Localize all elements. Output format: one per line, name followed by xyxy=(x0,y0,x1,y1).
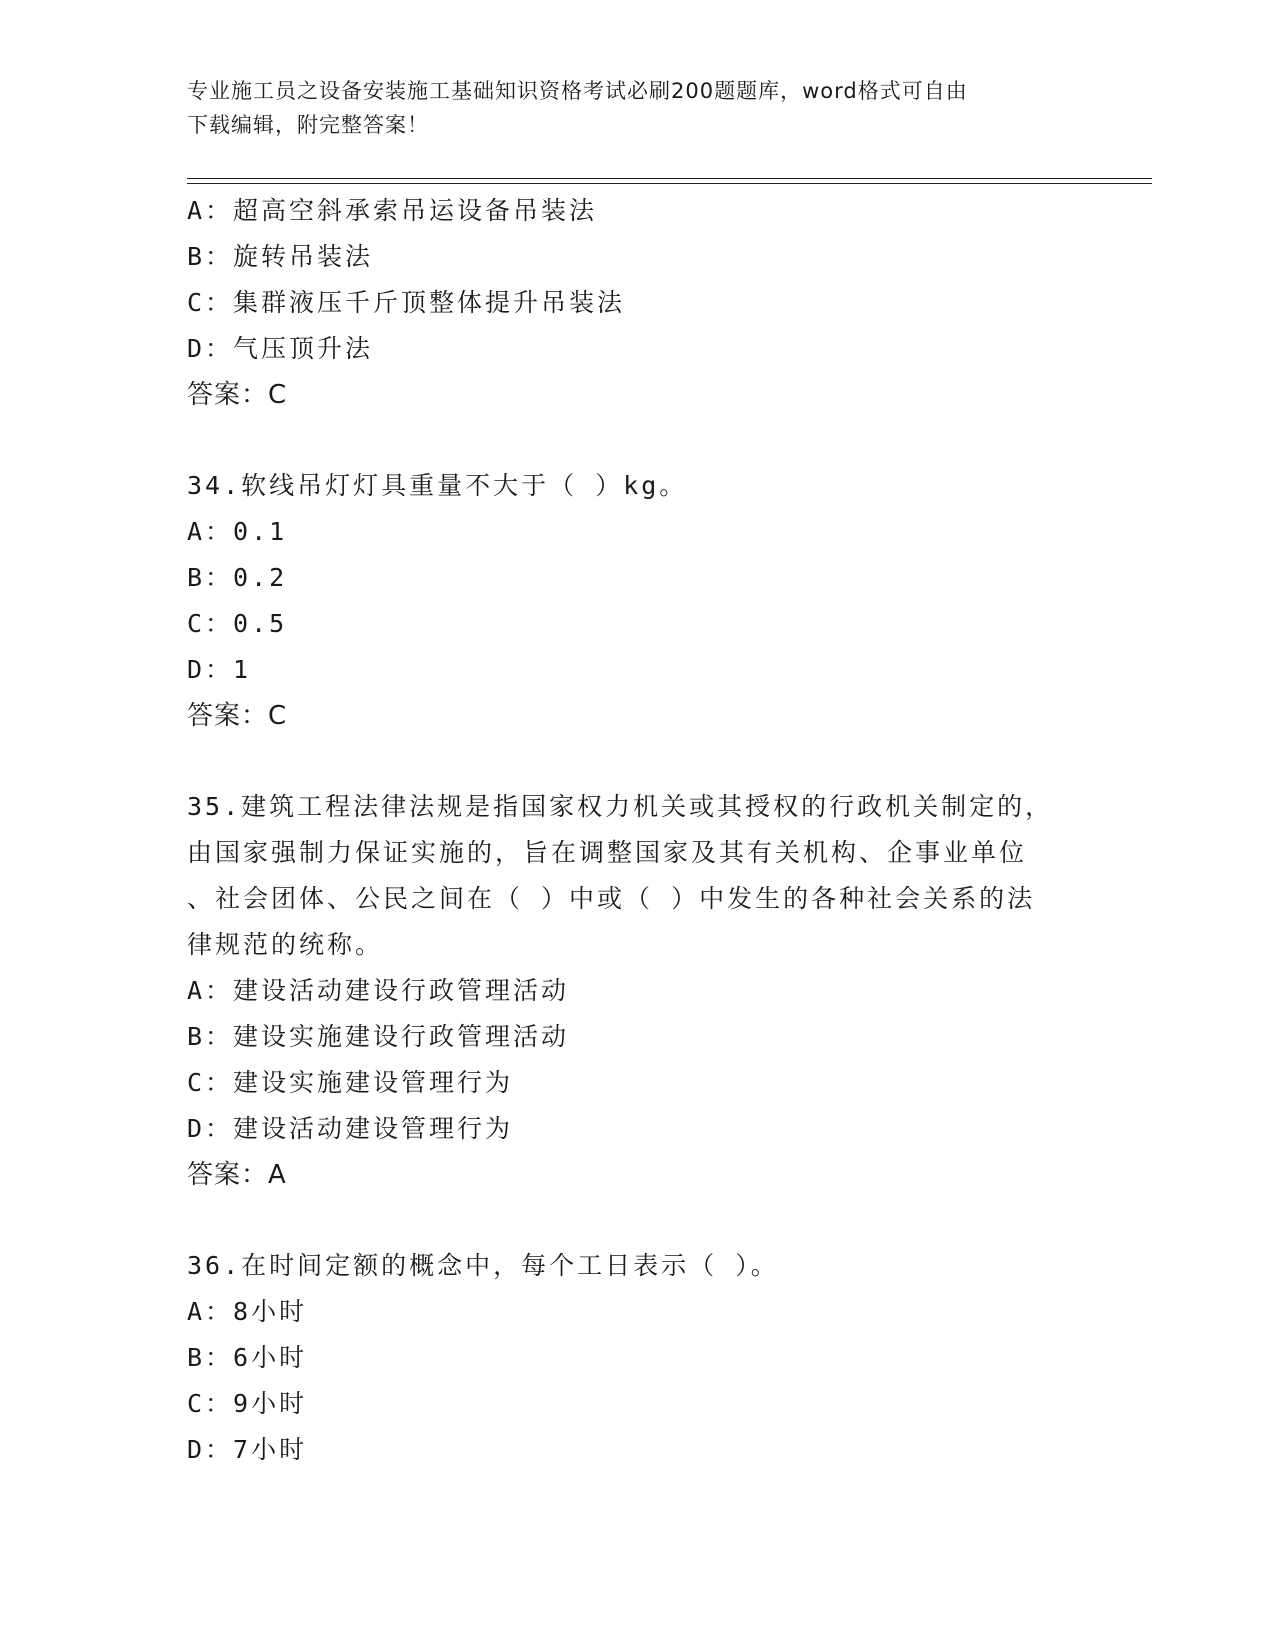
option-c: C：建设实施建设管理行为 xyxy=(187,1068,514,1097)
question-stem-line-3: 、社会团体、公民之间在（ ）中或（ ）中发生的各种社会关系的法 xyxy=(187,884,1036,913)
option-c: C：0.5 xyxy=(187,609,288,638)
header-divider-bottom xyxy=(187,183,1152,184)
option-c: C：9小时 xyxy=(187,1389,308,1418)
option-a: A：建设活动建设行政管理活动 xyxy=(187,976,570,1005)
question-stem: 34.软线吊灯灯具重量不大于（ ）kg。 xyxy=(187,471,688,500)
option-a: A：超高空斜承索吊运设备吊装法 xyxy=(187,196,598,225)
header-line-1: 专业施工员之设备安装施工基础知识资格考试必刷200题题库，word格式可自由 xyxy=(187,79,968,103)
answer: 答案：C xyxy=(187,701,288,731)
option-d: D：气压顶升法 xyxy=(187,334,374,363)
question-stem-line-1: 35.建筑工程法律法规是指国家权力机关或其授权的行政机关制定的， xyxy=(187,792,1054,821)
question-stem-line-4: 律规范的统称。 xyxy=(187,930,384,959)
question-stem-line-2: 由国家强制力保证实施的，旨在调整国家及其有关机构、企事业单位 xyxy=(187,838,1028,867)
question-33 xyxy=(187,188,1087,418)
option-a: A：8小时 xyxy=(187,1297,308,1326)
option-b: B：6小时 xyxy=(187,1343,308,1372)
option-d: D：7小时 xyxy=(187,1435,308,1464)
question-stem: 36.在时间定额的概念中，每个工日表示（ ）。 xyxy=(187,1251,779,1280)
question-list xyxy=(187,188,1087,1473)
option-b: B：建设实施建设行政管理活动 xyxy=(187,1022,570,1051)
option-b: B：旋转吊装法 xyxy=(187,242,374,271)
option-a: A：0.1 xyxy=(187,517,288,546)
option-d: D：1 xyxy=(187,655,252,684)
option-d: D：建设活动建设管理行为 xyxy=(187,1114,514,1143)
document-header xyxy=(187,74,1067,142)
header-line-2: 下载编辑，附完整答案！ xyxy=(187,113,429,137)
question-35 xyxy=(187,784,1087,1198)
option-c: C：集群液压千斤顶整体提升吊装法 xyxy=(187,288,626,317)
header-divider-top xyxy=(187,178,1152,179)
option-b: B：0.2 xyxy=(187,563,288,592)
question-34 xyxy=(187,463,1087,739)
question-36 xyxy=(187,1243,1087,1473)
answer: 答案：A xyxy=(187,1160,287,1190)
answer: 答案：C xyxy=(187,380,288,410)
